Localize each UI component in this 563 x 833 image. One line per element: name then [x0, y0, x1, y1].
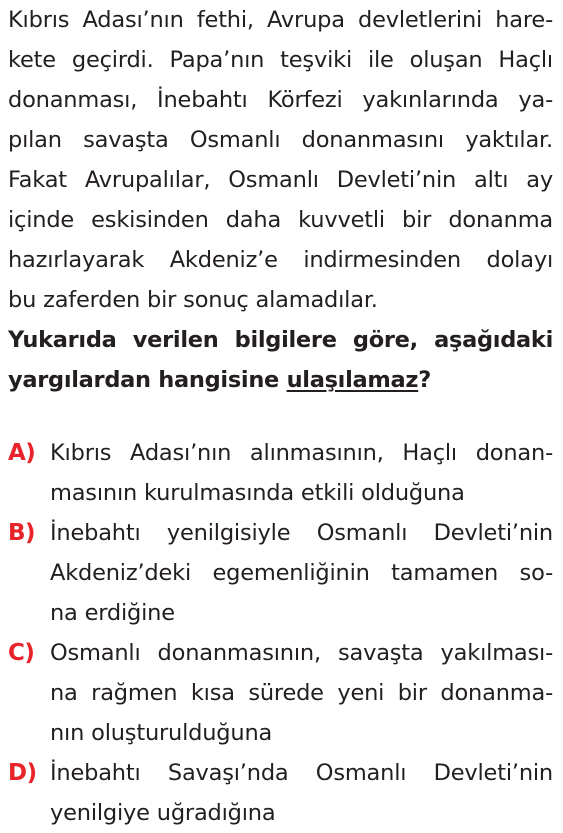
option-letter: B): [8, 520, 36, 546]
passage-line: bu zaferden bir sonuç alamadılar.: [8, 287, 378, 313]
option-text-line: İnebahtı yenilgisiyle Osmanlı Devleti’nin: [50, 520, 553, 546]
option-text-line: masının kurulmasında etkili olduğuna: [50, 480, 465, 506]
passage-line: hazırlayarak Akdeniz’e indirmesinden dolayı: [8, 247, 553, 273]
question-mark: ?: [418, 367, 431, 393]
option-letter: D): [8, 760, 37, 786]
question-line: [8, 360, 553, 400]
passage-line: pılan savaşta Osmanlı donanmasını yaktılar.: [8, 127, 553, 153]
question-line: Yukarıda verilen bilgilere göre, aşağıdaki: [8, 327, 553, 353]
passage-line: içinde eskisinden daha kuvvetli bir donanma: [8, 207, 553, 233]
option-text-line: yenilgiye uğradığına: [50, 800, 276, 826]
option-text-line: İnebahtı Savaşı’nda Osmanlı Devleti’nin: [50, 760, 553, 786]
option-text-line: na rağmen kısa sürede yeni bir donanma-: [50, 680, 553, 706]
passage-line: kete geçirdi. Papa’nın teşviki ile oluşan Haçlı: [8, 47, 553, 73]
option-text-line: nın oluşturulduğuna: [50, 720, 273, 746]
passage-line: Kıbrıs Adası’nın fethi, Avrupa devletlerini hare-: [8, 7, 553, 33]
passage-line: donanması, İnebahtı Körfezi yakınlarında ya-: [8, 87, 553, 113]
option-text-line: na erdiğine: [50, 600, 175, 626]
option-letter: A): [8, 440, 36, 466]
passage-line: Fakat Avrupalılar, Osmanlı Devleti’nin altı ay: [8, 167, 553, 193]
question-keyword-underlined: ulaşılamaz: [286, 367, 419, 393]
option-text-line: Akdeniz’deki egemenliğinin tamamen so-: [50, 560, 553, 586]
option-letter: C): [8, 640, 35, 666]
question-text: yargılardan hangisine: [8, 367, 287, 393]
option-text-line: Kıbrıs Adası’nın alınmasının, Haçlı donan-: [50, 440, 553, 466]
option-text-line: Osmanlı donanmasının, savaşta yakılması-: [50, 640, 553, 666]
